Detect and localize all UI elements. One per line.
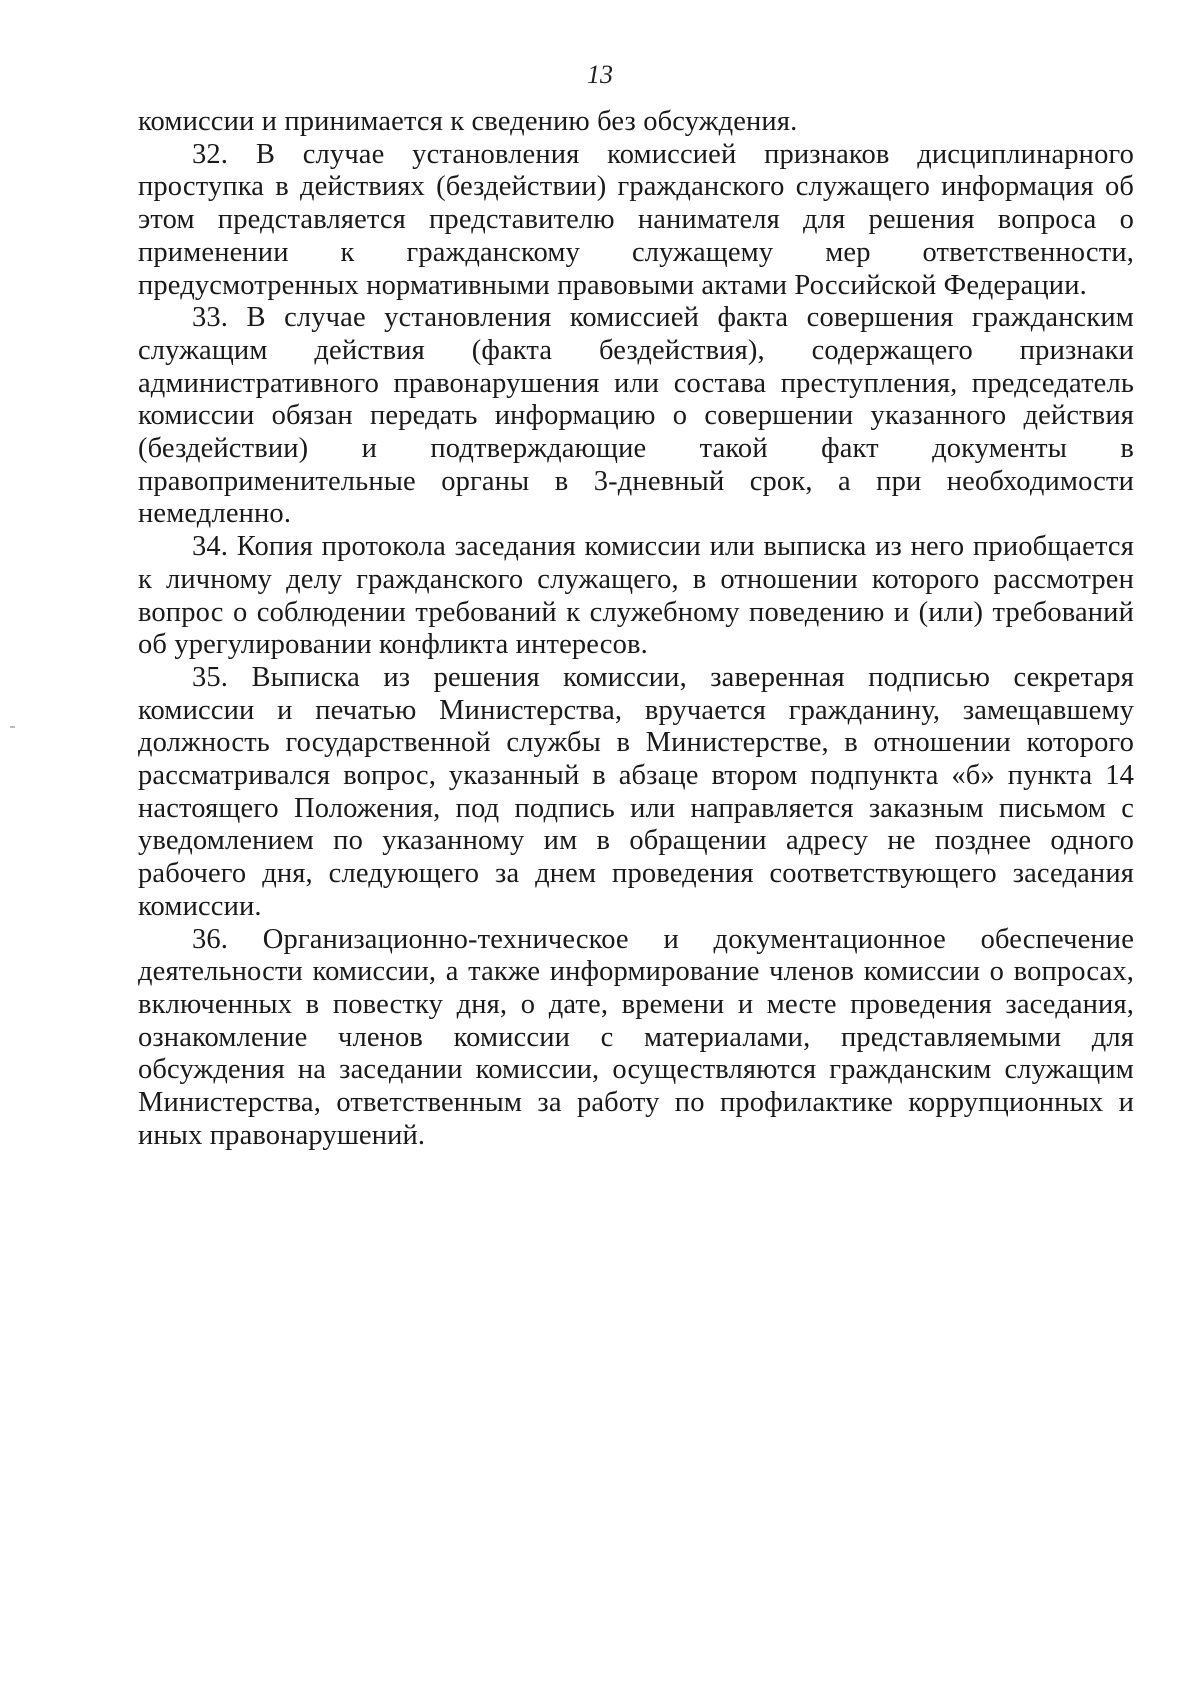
paragraph-34: 34. Копия протокола заседания комиссии или выписка из него приобщается к личному делу гражданского служащего, в отношении которого рассмотрен вопрос о соблюдении требований к служебному поведению и (или) требований об урегулировании конфликта интересов. <box>138 531 1134 661</box>
page-number: 13 <box>587 60 613 89</box>
paragraph-31-continuation: комиссии и принимается к сведению без обсуждения. <box>138 106 798 137</box>
scan-artifact <box>10 726 15 728</box>
paragraph-33: 33. В случае установления комиссией факта совершения гражданским служащим действия (факта бездействия), содержащего признаки административного правонарушения или состава преступления, председатель комиссии обязан передать информацию о совершении указанного действия (бездействии) и подтверждающие такой факт документы в правоприменительные органы в 3-дневный срок, а при необходимости немедленно. <box>138 302 1134 530</box>
paragraph-35: 35. Выписка из решения комиссии, заверенная подписью секретаря комиссии и печатью Министерства, вручается гражданину, замещавшему должность государственной службы в Министерстве, в отношении которого рассматривался вопрос, указанный в абзаце втором подпункта «б» пункта 14 настоящего Положения, под подпись или направляется заказным письмом с уведомлением по указанному им в обращении адресу не позднее одного рабочего дня, следующего за днем проведения соответствующего заседания комиссии. <box>138 661 1134 922</box>
document-body <box>138 106 1134 1153</box>
paragraph-36: 36. Организационно-техническое и документационное обеспечение деятельности комиссии, а также информирование членов комиссии о вопросах, включенных в повестку дня, о дате, времени и месте проведения заседания, ознакомление членов комиссии с материалами, представляемыми для обсуждения на заседании комиссии, осуществляются гражданским служащим Министерства, ответственным за работу по профилактике коррупционных и иных правонарушений. <box>138 923 1134 1151</box>
paragraph-32: 32. В случае установления комиссией признаков дисциплинарного проступка в действиях (бездействии) гражданского служащего информация об этом представляется представителю нанимателя для решения вопроса о применении к гражданскому служащему мер ответственности, предусмотренных нормативными правовыми актами Российской Федерации. <box>138 138 1134 301</box>
